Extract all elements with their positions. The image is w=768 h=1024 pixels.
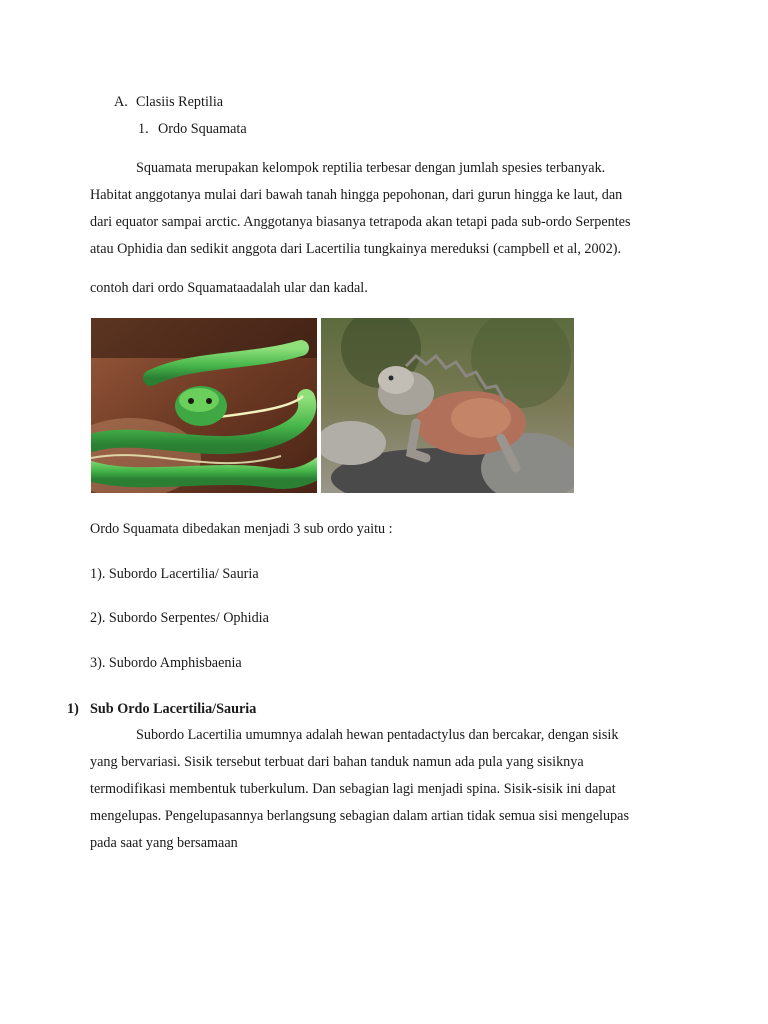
section-1-line: Subordo Lacertilia umumnya adalah hewan pentadactylus dan bercakar, dengan sisik	[136, 727, 619, 743]
section-1-line: pada saat yang bersamaan	[90, 835, 238, 851]
suborder-item: 1). Subordo Lacertilia/ Sauria	[90, 566, 259, 582]
heading-a-title: Clasiis Reptilia	[136, 94, 224, 110]
section-1-title: Sub Ordo Lacertilia/Sauria	[90, 701, 257, 717]
heading-a-marker: A.	[114, 94, 128, 110]
section-1-line: termodifikasi membentuk tuberkulum. Dan sebagian lagi menjadi spina. Sisik-sisik ini dapat	[90, 781, 616, 797]
intro-line: atau Ophidia dan sedikit anggota dari Lacertilia tungkainya mereduksi (campbell et al, 2002).	[90, 241, 622, 257]
intro-line: dari equator sampai arctic. Anggotanya biasanya tetrapoda akan tetapi pada sub-ordo Serpentes	[90, 214, 631, 230]
section-1-line: yang bervariasi. Sisik tersebut terbuat dari bahan tanduk namun ada pula yang sisiknya	[90, 754, 584, 770]
heading-1-marker: 1.	[138, 121, 149, 137]
section-1-marker: 1)	[67, 701, 79, 717]
snake-photo	[91, 318, 317, 493]
intro-line: Habitat anggotanya mulai dari bawah tanah hingga pepohonan, dari gurun hingga ke laut, dan	[90, 187, 623, 203]
iguana-photo	[321, 318, 574, 493]
example-line: contoh dari ordo Squamataadalah ular dan kadal.	[90, 280, 368, 296]
suborder-item: 3). Subordo Amphisbaenia	[90, 655, 242, 671]
suborder-intro: Ordo Squamata dibedakan menjadi 3 sub ordo yaitu :	[90, 521, 393, 537]
section-1-line: mengelupas. Pengelupasannya berlangsung sebagian dalam artian tidak semua sisi mengelupas	[90, 808, 629, 824]
suborder-item: 2). Subordo Serpentes/ Ophidia	[90, 610, 269, 626]
heading-1-title: Ordo Squamata	[158, 121, 247, 137]
intro-line: Squamata merupakan kelompok reptilia terbesar dengan jumlah spesies terbanyak.	[136, 160, 606, 176]
